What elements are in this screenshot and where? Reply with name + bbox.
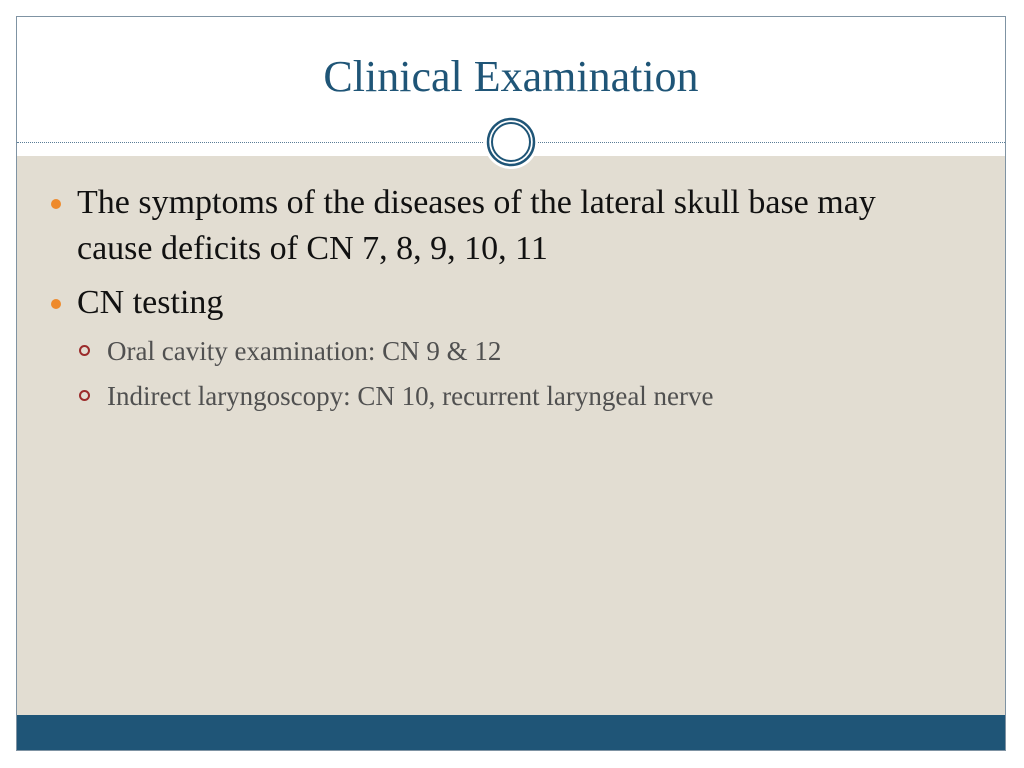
hollow-circle-bullet-icon (79, 345, 90, 356)
bullet-item (47, 180, 947, 272)
sub-bullet-item (47, 379, 947, 413)
bullet-dot-icon (51, 199, 61, 209)
bullet-dot-icon (51, 299, 61, 309)
bullet-text: CN testing (77, 284, 224, 321)
bullet-text: The symptoms of the diseases of the lateral skull base may cause deficits of CN 7, 8, 9, 10, 11 (77, 184, 876, 267)
circle-ornament-icon (483, 114, 539, 170)
slide (16, 16, 1006, 751)
slide-title: Clinical Examination (323, 52, 699, 101)
sub-bullet-text: Oral cavity examination: CN 9 & 12 (107, 336, 502, 366)
sub-bullet-text: Indirect laryngoscopy: CN 10, recurrent laryngeal nerve (107, 381, 714, 411)
footer-bar (17, 715, 1005, 750)
sub-bullet-item (47, 334, 947, 368)
bullet-list (47, 180, 947, 424)
bullet-item (47, 280, 947, 326)
hollow-circle-bullet-icon (79, 390, 90, 401)
